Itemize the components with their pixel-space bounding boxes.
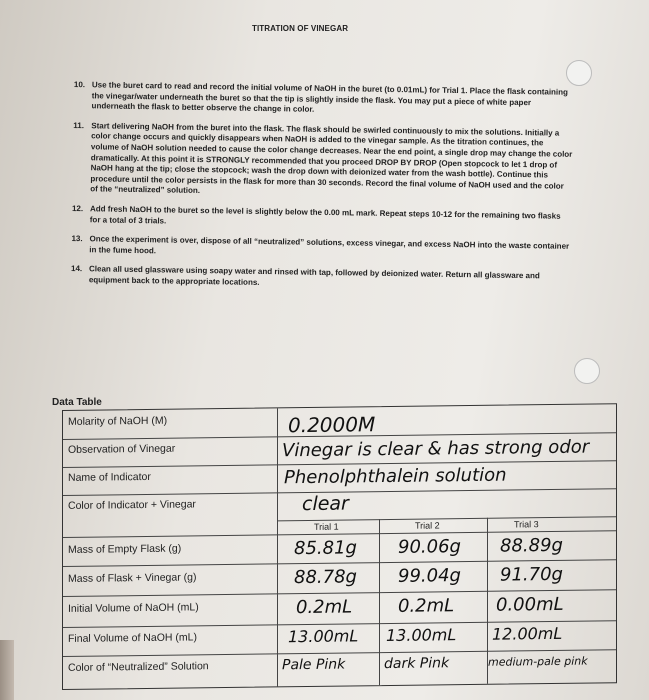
row-label-indicator: Name of Indicator <box>68 470 151 484</box>
document-title: TITRATION OF VINEGAR <box>252 24 349 33</box>
step-text: Clean all used glassware using soapy water and rinsed with tap, followed by deionized water. Return all glassware and equipment back to the appropriate locations. <box>88 264 540 287</box>
trial-1-initial-volume: 0.2mL <box>296 596 353 619</box>
trial-3-neutralized-color: medium-pale pink <box>488 654 588 669</box>
data-table <box>62 403 617 690</box>
row-label-initial-volume: Initial Volume of NaOH (mL) <box>68 601 199 615</box>
row-label-empty-flask: Mass of Empty Flask (g) <box>68 542 182 556</box>
step-number: 13. <box>71 234 83 244</box>
trial-1-neutralized-color: Pale Pink <box>282 656 346 674</box>
row-label-flask-vinegar: Mass of Flask + Vinegar (g) <box>68 571 197 585</box>
step-14 <box>71 264 571 293</box>
finger-edge <box>0 640 14 700</box>
step-12 <box>72 204 572 233</box>
step-11 <box>72 121 573 203</box>
step-text: Start delivering NaOH from the buret into the flask. The flask should be swirled continuously to mix the solutions. Initially a color change occurs and quickly disappears when NaOH is added to the vinegar sample. As the titration continues, the volume of NaOH solution needed to cause the color change decreases. Near the end point, a single drop may change the color dramatically. At this point it is STRONGLY recommended that you proceed DROP BY DROP (Open stopcock to let 1 drop of NaOH hang at the tip; close the stopcock; wash the drop down with deionized water from the wash bottle). Continue this procedure until the color persists in the flask for more than 30 seconds. Record the final volume of NaOH used and the color of the “neutralized” solution. <box>90 121 573 196</box>
trial-2-empty-flask: 90.06g <box>398 536 461 558</box>
row-label-indicator-color: Color of Indicator + Vinegar <box>68 498 196 512</box>
trial-3-flask-vinegar: 91.70g <box>500 563 563 586</box>
trial-3-header: Trial 3 <box>514 519 539 530</box>
step-10 <box>74 80 574 120</box>
step-number: 14. <box>70 264 83 274</box>
trial-2-neutralized-color: dark Pink <box>384 655 450 673</box>
trial-2-final-volume: 13.00mL <box>386 625 457 646</box>
row-label-neutralized-color: Color of “Neutralized” Solution <box>68 660 209 674</box>
trial-2-initial-volume: 0.2mL <box>398 595 455 617</box>
punch-hole-bottom <box>574 358 600 384</box>
trial-1-empty-flask: 85.81g <box>294 537 357 560</box>
data-table-title: Data Table <box>52 397 102 408</box>
punch-hole-top <box>566 60 592 86</box>
column-divider <box>277 408 278 686</box>
trial-2-header: Trial 2 <box>415 520 440 531</box>
handwritten-indicator: Phenolphthalein solution <box>284 464 507 489</box>
handwritten-observation: Vinegar is clear & has strong odor <box>282 436 590 462</box>
trial-3-empty-flask: 88.89g <box>500 534 563 557</box>
instruction-steps <box>71 80 574 302</box>
handwritten-indicator-color: clear <box>302 492 349 516</box>
trial-3-final-volume: 12.00mL <box>492 623 563 644</box>
trial-1-header: Trial 1 <box>314 521 339 532</box>
row-label-molarity: Molarity of NaOH (M) <box>68 414 168 428</box>
trial-3-initial-volume: 0.00mL <box>496 593 564 616</box>
step-text: Use the buret card to read and record the initial volume of NaOH in the buret (to 0.01mL) for Trial 1. Place the flask containing the vinegar/water underneath the buret so that the tip is slightly inside the flask. You may put a piece of white paper underneath the flask to better observe the change in color. <box>91 80 569 114</box>
step-13 <box>71 234 571 263</box>
row-label-final-volume: Final Volume of NaOH (mL) <box>68 631 197 645</box>
row-label-observation: Observation of Vinegar <box>68 442 176 456</box>
step-number: 12. <box>71 203 84 214</box>
column-divider <box>379 519 380 685</box>
step-number: 10. <box>73 80 86 90</box>
handwritten-molarity: 0.2000M <box>288 412 376 438</box>
trial-1-flask-vinegar: 88.78g <box>294 566 357 589</box>
step-number: 11. <box>73 120 85 130</box>
step-text: Add fresh NaOH to the buret so the level is slightly below the 0.00 mL mark. Repeat steps 10-12 for the remaining two flasks for a total of 3 trials. <box>89 204 561 225</box>
step-text: Once the experiment is over, dispose of all “neutralized” solutions, excess vinegar, and excess NaOH into the waste container in the fume hood. <box>89 234 570 256</box>
trial-2-flask-vinegar: 99.04g <box>398 565 461 587</box>
trial-1-final-volume: 13.00mL <box>288 626 359 647</box>
